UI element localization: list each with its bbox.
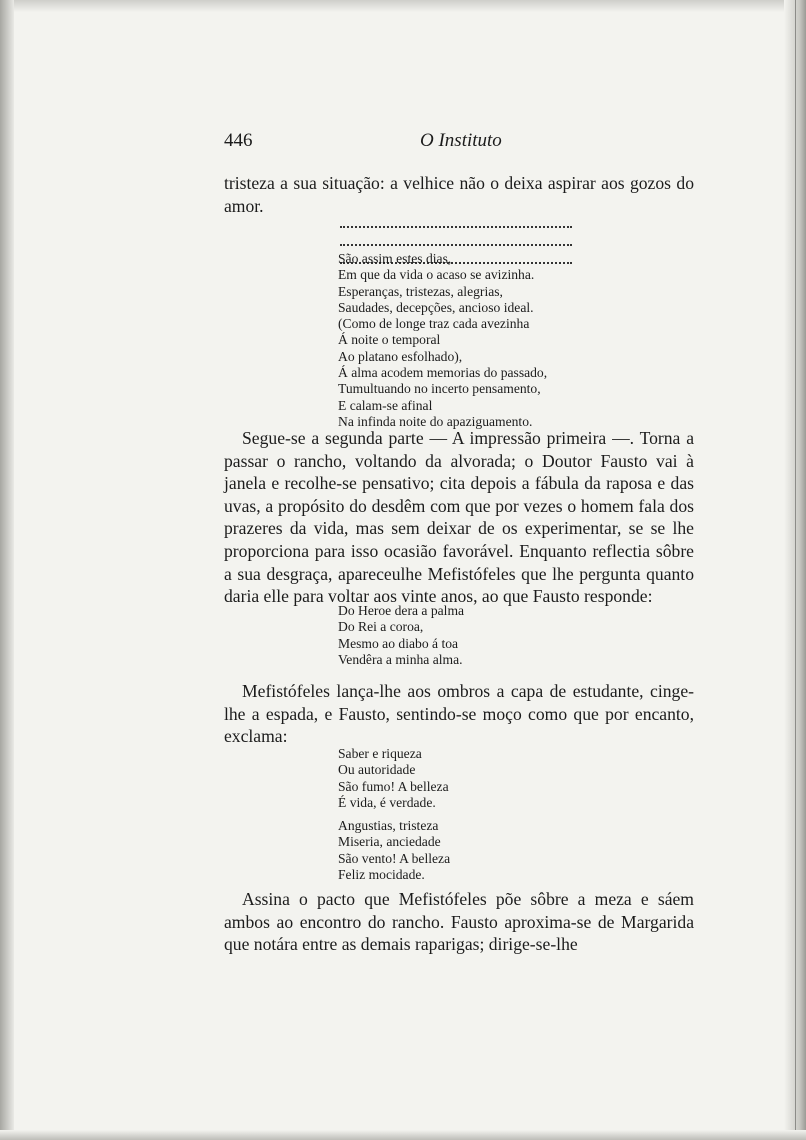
verse-line: São vento! A belleza [338,850,451,866]
verse-line: Feliz mocidade. [338,866,425,882]
verse-line: E calam-se afinal [338,397,433,413]
journal-title: O Instituto [420,130,502,151]
verse-block-4 [338,818,628,883]
dotted-row [340,230,572,246]
verse-block-1 [338,251,628,430]
verse-block-2 [338,603,628,668]
verse-line: Tumultuando no incerto pensamento, [338,381,541,397]
verse-line: Na infinda noite do apaziguamento. [338,413,533,429]
verse-block-3 [338,746,628,811]
verse-line: Á alma acodem memorias do passado, [338,365,548,381]
page-edge-bottom [0,1130,806,1140]
verse-line: É vida, é verdade. [338,794,436,810]
verse-line: São fumo! A belleza [338,778,449,794]
page-edge-left [0,0,14,1140]
verse-line: Vendêra a minha alma. [338,651,463,667]
verse-line: Miseria, anciedade [338,834,441,850]
verse-line: Esperanças, tristezas, alegrias, [338,283,503,299]
verse-line: Mesmo ao diabo á toa [338,635,459,651]
verse-line: Á noite o temporal [338,332,441,348]
verse-line: Ao platano esfolhado), [338,348,463,364]
page-edge-top [0,0,806,12]
verse-line: Saudades, decepções, ancioso ideal. [338,299,534,315]
paragraph-1: tristeza a sua situação: a velhice não o deixa aspirar aos gozos do amor. [224,173,694,216]
verse-line: Do Rei a coroa, [338,619,424,635]
verse-line: Ou autoridade [338,762,416,778]
verse-line: (Como de longe traz cada avezinha [338,316,530,332]
verse-line: Em que da vida o acaso se avizinha. [338,267,535,283]
dotted-row [340,212,572,228]
paragraph-4: Assina o pacto que Mefistófeles põe sôbre a meza e sáem ambos ao encontro do rancho. Fausto aproxima-se de Margarida que notára entre as demais raparigas; dirige-se-lhe [224,889,694,955]
paragraph-2: Segue-se a segunda parte — A impressão primeira —. Torna a passar o rancho, voltando da alvorada; o Doutor Fausto vai à janela e recolhe-se pensativo; cita depois a fábula da raposa e das uvas, a propósito do desdêm com que por vezes o homem fala dos prazeres da vida, mas sem deixar de os experimentar, se se lhe proporciona para isso ocasião favorável. Enquanto reflectia sôbre a sua desgraça, apareceulhe Mefistófeles que lhe pergunta quanto daria elle para voltar aos vinte anos, ao que Fausto responde: [224,428,694,607]
verse-line: Saber e riqueza [338,746,422,761]
paragraph-3: Mefistófeles lança-lhe aos ombros a capa de estudante, cinge-lhe a espada, e Fausto, sentindo-se moço como que por encanto, exclama: [224,681,694,747]
running-head [224,130,694,158]
page-fold-line [795,0,796,1140]
verse-line: Angustias, tristeza [338,818,439,833]
page-number: 446 [224,130,253,151]
verse-line: Do Heroe dera a palma [338,603,465,618]
verse-line: São assim estes dias, [338,251,452,266]
